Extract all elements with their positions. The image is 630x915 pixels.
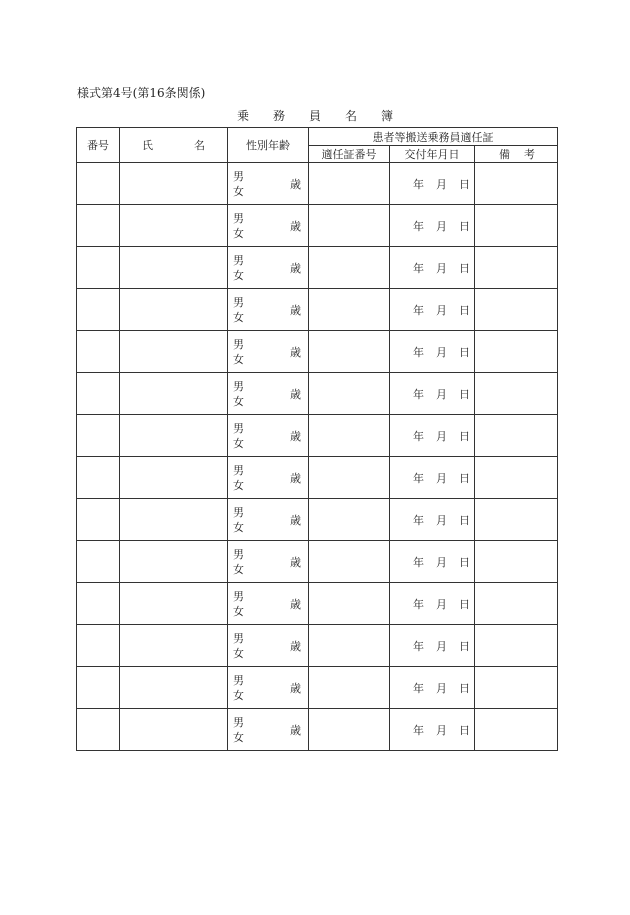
day-label: 日 [459, 429, 470, 443]
header-issue-date: 交付年月日 [390, 146, 475, 163]
gender-male-label: 男 [233, 295, 244, 309]
row-age-cell[interactable] [256, 415, 309, 457]
row-remarks-cell[interactable] [475, 331, 558, 373]
table-row [77, 331, 558, 373]
gender-male-label: 男 [233, 589, 244, 603]
row-remarks-cell[interactable] [475, 457, 558, 499]
row-issue-date-cell[interactable] [390, 373, 475, 415]
gender-female-label: 女 [233, 478, 244, 492]
row-remarks-cell[interactable] [475, 499, 558, 541]
day-label: 日 [459, 387, 470, 401]
title-char: 員 [308, 109, 321, 123]
row-remarks-cell[interactable] [475, 541, 558, 583]
row-issue-date-cell[interactable] [390, 415, 475, 457]
row-gender-cell[interactable] [228, 457, 256, 499]
row-name-cell[interactable] [120, 667, 228, 709]
gender-male-label: 男 [233, 253, 244, 267]
row-number-cell[interactable] [77, 205, 120, 247]
row-cert-number-cell[interactable] [309, 499, 390, 541]
header-remarks-right: 考 [524, 148, 536, 161]
row-name-cell[interactable] [120, 541, 228, 583]
age-unit-label: 歳 [290, 597, 301, 611]
row-age-cell[interactable] [256, 289, 309, 331]
row-remarks-cell[interactable] [475, 583, 558, 625]
title-char: 簿 [381, 109, 394, 123]
row-name-cell[interactable] [120, 499, 228, 541]
form-reference: 様式第4号(第16条関係) [77, 86, 206, 100]
gender-female-label: 女 [233, 688, 244, 702]
row-gender-cell[interactable] [228, 541, 256, 583]
month-label: 月 [436, 513, 447, 527]
gender-female-label: 女 [233, 562, 244, 576]
day-label: 日 [459, 303, 470, 317]
row-cert-number-cell[interactable] [309, 373, 390, 415]
table-row [77, 289, 558, 331]
row-cert-number-cell[interactable] [309, 205, 390, 247]
row-name-cell[interactable] [120, 205, 228, 247]
table-row [77, 709, 558, 751]
row-gender-cell[interactable] [228, 205, 256, 247]
row-gender-cell[interactable] [228, 625, 256, 667]
gender-male-label: 男 [233, 337, 244, 351]
age-unit-label: 歳 [290, 345, 301, 359]
header-name-left: 氏 [142, 139, 153, 152]
table-row [77, 415, 558, 457]
row-number-cell[interactable] [77, 583, 120, 625]
row-gender-cell[interactable] [228, 373, 256, 415]
year-label: 年 [413, 471, 424, 485]
header-row [77, 128, 558, 146]
month-label: 月 [436, 261, 447, 275]
age-unit-label: 歳 [290, 723, 301, 737]
gender-female-label: 女 [233, 268, 244, 282]
row-cert-number-cell[interactable] [309, 541, 390, 583]
header-remarks-left: 備 [499, 148, 510, 161]
month-label: 月 [436, 387, 447, 401]
row-gender-cell[interactable] [228, 499, 256, 541]
row-age-cell[interactable] [256, 667, 309, 709]
age-unit-label: 歳 [290, 555, 301, 569]
row-age-cell[interactable] [256, 583, 309, 625]
month-label: 月 [436, 723, 447, 737]
row-cert-number-cell[interactable] [309, 289, 390, 331]
gender-male-label: 男 [233, 673, 244, 687]
row-name-cell[interactable] [120, 247, 228, 289]
month-label: 月 [436, 597, 447, 611]
row-age-cell[interactable] [256, 499, 309, 541]
day-label: 日 [459, 723, 470, 737]
gender-female-label: 女 [233, 520, 244, 534]
day-label: 日 [459, 345, 470, 359]
year-label: 年 [413, 597, 424, 611]
year-label: 年 [413, 387, 424, 401]
row-name-cell[interactable] [120, 415, 228, 457]
table-row [77, 625, 558, 667]
year-label: 年 [413, 639, 424, 653]
row-number-cell[interactable] [77, 541, 120, 583]
month-label: 月 [436, 681, 447, 695]
header-remarks [475, 146, 558, 163]
month-label: 月 [436, 429, 447, 443]
table-row [77, 667, 558, 709]
row-number-cell[interactable] [77, 373, 120, 415]
row-cert-number-cell[interactable] [309, 331, 390, 373]
age-unit-label: 歳 [290, 513, 301, 527]
row-age-cell[interactable] [256, 541, 309, 583]
day-label: 日 [459, 681, 470, 695]
row-cert-number-cell[interactable] [309, 247, 390, 289]
table-row [77, 583, 558, 625]
gender-male-label: 男 [233, 421, 244, 435]
row-number-cell[interactable] [77, 163, 120, 205]
row-gender-cell[interactable] [228, 667, 256, 709]
year-label: 年 [413, 219, 424, 233]
row-cert-number-cell[interactable] [309, 457, 390, 499]
row-issue-date-cell[interactable] [390, 541, 475, 583]
row-remarks-cell[interactable] [475, 625, 558, 667]
row-issue-date-cell[interactable] [390, 457, 475, 499]
day-label: 日 [459, 639, 470, 653]
age-unit-label: 歳 [290, 303, 301, 317]
row-remarks-cell[interactable] [475, 247, 558, 289]
day-label: 日 [459, 219, 470, 233]
row-remarks-cell[interactable] [475, 373, 558, 415]
table-row [77, 247, 558, 289]
row-age-cell[interactable] [256, 247, 309, 289]
table-row [77, 205, 558, 247]
row-issue-date-cell[interactable] [390, 331, 475, 373]
row-issue-date-cell[interactable] [390, 247, 475, 289]
row-name-cell[interactable] [120, 709, 228, 751]
row-number-cell[interactable] [77, 667, 120, 709]
header-name-right: 名 [194, 139, 205, 152]
age-unit-label: 歳 [290, 387, 301, 401]
gender-female-label: 女 [233, 646, 244, 660]
month-label: 月 [436, 345, 447, 359]
table-row [77, 373, 558, 415]
row-cert-number-cell[interactable] [309, 667, 390, 709]
header-number: 番号 [77, 128, 120, 163]
row-cert-number-cell[interactable] [309, 709, 390, 751]
row-age-cell[interactable] [256, 625, 309, 667]
gender-male-label: 男 [233, 715, 244, 729]
row-remarks-cell[interactable] [475, 709, 558, 751]
row-age-cell[interactable] [256, 205, 309, 247]
gender-male-label: 男 [233, 547, 244, 561]
row-name-cell[interactable] [120, 625, 228, 667]
row-number-cell[interactable] [77, 289, 120, 331]
age-unit-label: 歳 [290, 639, 301, 653]
crew-roster-table [76, 127, 558, 751]
row-name-cell[interactable] [120, 289, 228, 331]
row-issue-date-cell[interactable] [390, 499, 475, 541]
row-gender-cell[interactable] [228, 331, 256, 373]
row-remarks-cell[interactable] [475, 667, 558, 709]
month-label: 月 [436, 177, 447, 191]
gender-male-label: 男 [233, 631, 244, 645]
gender-male-label: 男 [233, 211, 244, 225]
day-label: 日 [459, 471, 470, 485]
year-label: 年 [413, 345, 424, 359]
row-number-cell[interactable] [77, 331, 120, 373]
gender-female-label: 女 [233, 436, 244, 450]
row-name-cell[interactable] [120, 163, 228, 205]
row-gender-cell[interactable] [228, 709, 256, 751]
month-label: 月 [436, 471, 447, 485]
age-unit-label: 歳 [290, 219, 301, 233]
table-row [77, 457, 558, 499]
row-gender-cell[interactable] [228, 289, 256, 331]
row-cert-number-cell[interactable] [309, 625, 390, 667]
row-issue-date-cell[interactable] [390, 205, 475, 247]
row-issue-date-cell[interactable] [390, 583, 475, 625]
row-gender-cell[interactable] [228, 415, 256, 457]
gender-female-label: 女 [233, 226, 244, 240]
age-unit-label: 歳 [290, 471, 301, 485]
row-number-cell[interactable] [77, 625, 120, 667]
row-number-cell[interactable] [77, 415, 120, 457]
month-label: 月 [436, 303, 447, 317]
day-label: 日 [459, 177, 470, 191]
gender-female-label: 女 [233, 730, 244, 744]
row-name-cell[interactable] [120, 457, 228, 499]
gender-female-label: 女 [233, 604, 244, 618]
gender-female-label: 女 [233, 352, 244, 366]
row-gender-cell[interactable] [228, 163, 256, 205]
row-remarks-cell[interactable] [475, 163, 558, 205]
year-label: 年 [413, 723, 424, 737]
age-unit-label: 歳 [290, 429, 301, 443]
row-cert-number-cell[interactable] [309, 163, 390, 205]
row-issue-date-cell[interactable] [390, 709, 475, 751]
row-number-cell[interactable] [77, 709, 120, 751]
gender-female-label: 女 [233, 184, 244, 198]
row-cert-number-cell[interactable] [309, 583, 390, 625]
row-name-cell[interactable] [120, 583, 228, 625]
row-remarks-cell[interactable] [475, 205, 558, 247]
row-age-cell[interactable] [256, 709, 309, 751]
year-label: 年 [413, 429, 424, 443]
header-gender-age: 性別年齢 [228, 128, 309, 163]
row-issue-date-cell[interactable] [390, 163, 475, 205]
row-gender-cell[interactable] [228, 583, 256, 625]
gender-male-label: 男 [233, 169, 244, 183]
year-label: 年 [413, 177, 424, 191]
table-row [77, 163, 558, 205]
row-remarks-cell[interactable] [475, 289, 558, 331]
month-label: 月 [436, 639, 447, 653]
gender-male-label: 男 [233, 505, 244, 519]
row-issue-date-cell[interactable] [390, 625, 475, 667]
year-label: 年 [413, 681, 424, 695]
row-age-cell[interactable] [256, 331, 309, 373]
day-label: 日 [459, 555, 470, 569]
row-age-cell[interactable] [256, 373, 309, 415]
age-unit-label: 歳 [290, 177, 301, 191]
document-title [0, 107, 630, 124]
age-unit-label: 歳 [290, 681, 301, 695]
header-cert-number: 適任証番号 [309, 146, 390, 163]
title-char: 乗 [236, 109, 249, 123]
gender-female-label: 女 [233, 310, 244, 324]
gender-male-label: 男 [233, 379, 244, 393]
row-issue-date-cell[interactable] [390, 289, 475, 331]
row-name-cell[interactable] [120, 331, 228, 373]
gender-female-label: 女 [233, 394, 244, 408]
row-age-cell[interactable] [256, 163, 309, 205]
day-label: 日 [459, 597, 470, 611]
row-issue-date-cell[interactable] [390, 667, 475, 709]
year-label: 年 [413, 261, 424, 275]
row-number-cell[interactable] [77, 457, 120, 499]
row-age-cell[interactable] [256, 457, 309, 499]
row-number-cell[interactable] [77, 247, 120, 289]
year-label: 年 [413, 555, 424, 569]
row-gender-cell[interactable] [228, 247, 256, 289]
header-name [120, 128, 228, 163]
row-name-cell[interactable] [120, 373, 228, 415]
title-char: 務 [272, 109, 285, 123]
title-char: 名 [345, 109, 358, 123]
year-label: 年 [413, 513, 424, 527]
header-certificate-group: 患者等搬送乗務員適任証 [309, 128, 558, 146]
row-remarks-cell[interactable] [475, 415, 558, 457]
year-label: 年 [413, 303, 424, 317]
day-label: 日 [459, 261, 470, 275]
table-row [77, 499, 558, 541]
day-label: 日 [459, 513, 470, 527]
month-label: 月 [436, 219, 447, 233]
row-cert-number-cell[interactable] [309, 415, 390, 457]
age-unit-label: 歳 [290, 261, 301, 275]
gender-male-label: 男 [233, 463, 244, 477]
row-number-cell[interactable] [77, 499, 120, 541]
table-row [77, 541, 558, 583]
month-label: 月 [436, 555, 447, 569]
